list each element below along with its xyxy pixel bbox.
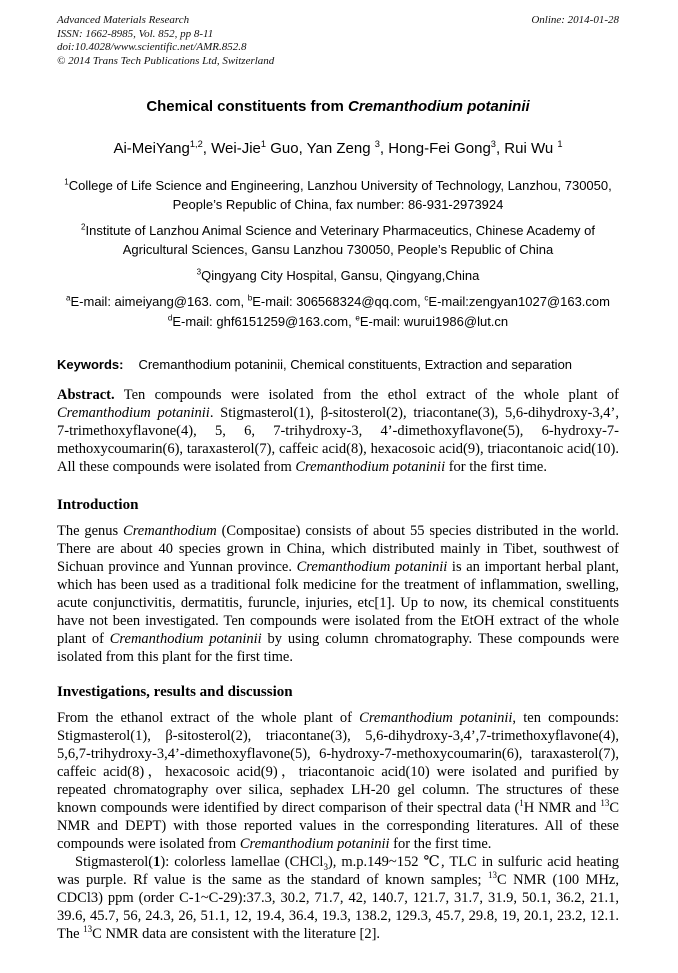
journal-issn-volume: ISSN: 1662-8985, Vol. 852, pp 8-11 — [57, 27, 214, 40]
section-heading-introduction: Introduction — [57, 497, 139, 513]
keywords-text: Cremanthodium potaninii, Chemical constituents, Extraction and separation — [138, 357, 573, 372]
journal-doi: doi:10.4028/www.scientific.net/AMR.852.8 — [57, 41, 247, 53]
investigations-paragraph-2: Stigmasterol(1): colorless lamellae (CHCl$_3$), m.p.149~152 ℃, TLC in sulfuric acid heating was purple. Rf value is the same as the standard of known samples; $^{13}$C NMR (100 MHz, CDCl3) ppm (order C-1~C-29):37.3, 30.2, 71.7, 42, 140.7, 121.7, 31.7, 31.9, 50.1, 36.2, 21.1, 39.6, 45.7, 56, 24.3, 26, 51.1, 12, 19.4, 36.4, 19.3, 138.2, 129.3, 45.7, 29.8, 19, 20.1, 23.2, 12.1. The $^{13}$C NMR data are consistent with the literature [2]. — [57, 854, 619, 942]
affiliation-2: $^2$Institute of Lanzhou Animal Science and Veterinary Pharmaceutics, Chinese Academy of Agricultural Sciences, Gansu Lanzhou 730050, People’s Republic of China — [81, 222, 595, 257]
online-date: Online: 2014-01-28 — [531, 14, 619, 26]
journal-copyright: © 2014 Trans Tech Publications Ltd, Switzerland — [57, 54, 275, 67]
email-line-2: $^d$E-mail: ghf6151259@163.com, $^e$E-mail: wurui1986@lut.cn — [167, 313, 509, 329]
journal-info — [57, 14, 274, 68]
introduction-paragraph: The genus Cremanthodium (Compositae) consists of about 55 species distributed in the world. There are about 40 species grown in China, which distributed mainly in Tibet, southwest of Sichuan province and Yunnan province. Cremanthodium potaninii is an important herbal plant, which has been used as a traditional folk medicine for the treatment of inflammation, swelling, acute conjunctivitis, dermatitis, furuncle, injuries, etc[1]. Up to now, its chemical constituents have not been investigated. Ten compounds were isolated from the EtOH extract of the whole plant of Cremanthodium potaninii by using column chromatography. These compounds were isolated from this plant for the first time. — [57, 523, 620, 665]
investigations-paragraph-1: From the ethanol extract of the whole plant of Cremanthodium potaninii, ten compounds: Stigmasterol(1), β-sitosterol(2), triacontane(3), 5,6-dihydroxy-3,4’,7-trimethoxyflavone(4), 5,6,7-trihydroxy-3,4’-dimethoxyflavone(5), 6-hydroxy-7-methoxycoumarin(6), taraxasterol(7), caffeic acid(8)，hexacosoic acid(9)，triacontanoic acid(10) were isolated and purified by repeated chromatography over silica, sephadex LH-20 gel column. The structures of these known compounds were identified by direct comparison of their spectral data ($^1$H NMR and $^{13}$C NMR and DEPT) with those reported values in the corresponding literatures. All of these compounds were isolated from Cremanthodium potaninii for the first time. — [57, 710, 620, 852]
paper-title: Chemical constituents from Cremanthodium potaninii — [146, 98, 530, 115]
email-block — [57, 292, 619, 332]
keywords-label: Keywords: — [57, 357, 124, 372]
journal-title: Advanced Materials Research — [57, 14, 190, 26]
keywords-line — [57, 356, 619, 373]
affiliation-3: $^3$Qingyang City Hospital, Gansu, Qingyang,China — [196, 267, 480, 283]
section-heading-investigations: Investigations, results and discussion — [57, 684, 293, 700]
abstract-paragraph: Abstract. Ten compounds were isolated from the ethol extract of the whole plant of Cremanthodium potaninii. Stigmasterol(1), β-sitosterol(2), triacontane(3), 5,6-dihydroxy-3,4’, 7-trimethoxyflavone(4), 5, 6, 7-trihydroxy-3, 4’-dimethoxyflavone(5), 6-hydroxy-7-methoxycoumarin(6), taraxasterol(7), caffeic acid(8), hexacosoic acid(9), triacontanoic acid(10). All these compounds were isolated from Cremanthodium potaninii for the first time. — [57, 387, 619, 475]
affiliation-1: $^1$College of Life Science and Engineering, Lanzhou University of Technology, Lanzhou, 730050, People’s Republic of China, fax number: 86-931-2973924 — [64, 177, 612, 212]
page-header — [57, 14, 619, 68]
email-line-1: $^a$E-mail: aimeiyang@163. com, $^b$E-mail: 306568324@qq.com, $^c$E-mail:zengyan1027@163.com — [66, 293, 610, 309]
affiliations-block — [57, 176, 619, 285]
authors-line: Ai-MeiYang$^{1,2}$, Wei-Jie$^1$ Guo, Yan Zeng $^3$, Hong-Fei Gong$^3$, Rui Wu $^1$ — [113, 139, 563, 157]
